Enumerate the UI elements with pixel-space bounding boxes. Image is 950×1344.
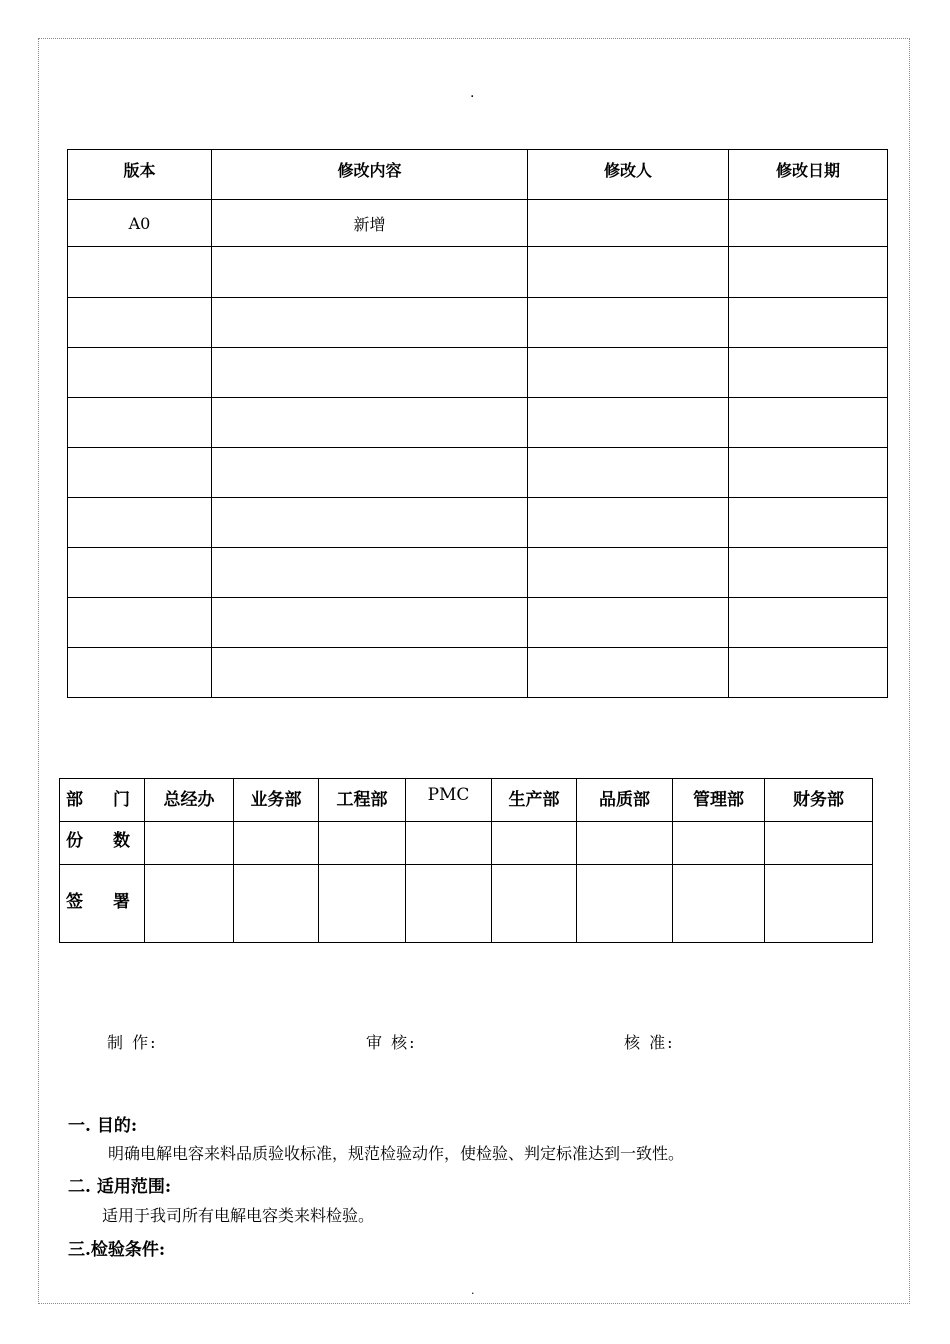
revision-cell: [528, 648, 729, 698]
signature-cell: [577, 865, 673, 943]
revision-cell: [212, 598, 528, 648]
distribution-table: [59, 778, 873, 943]
revision-cell: [729, 247, 888, 298]
revision-cell: A0: [68, 200, 212, 247]
revision-cell: [729, 648, 888, 698]
dept-engineering: 工程部: [319, 779, 406, 822]
revision-cell: [528, 498, 729, 548]
revision-cell: [528, 548, 729, 598]
revision-cell: [212, 648, 528, 698]
copies-cell: [145, 822, 234, 865]
section-conditions-title: 三.检验条件:: [68, 1240, 166, 1260]
section-scope-title: 二. 适用范围:: [68, 1177, 172, 1197]
made-by-label: 制 作:: [107, 1033, 158, 1052]
section-purpose-title: 一. 目的:: [68, 1116, 138, 1136]
revision-cell: [68, 348, 212, 398]
signature-cell: [406, 865, 492, 943]
revision-cell: [729, 348, 888, 398]
copies-cell: [492, 822, 577, 865]
col-modify-date: 修改日期: [729, 150, 888, 200]
dept-general-office: 总经办: [145, 779, 234, 822]
signature-cell: [145, 865, 234, 943]
signature-cell: [234, 865, 319, 943]
signature-label: 签 署: [60, 865, 145, 943]
revision-table: [67, 149, 888, 698]
revision-cell: [729, 298, 888, 348]
revision-cell: [212, 548, 528, 598]
signature-cell: [765, 865, 873, 943]
revision-row: [68, 200, 888, 247]
copies-cell: [234, 822, 319, 865]
col-change-content: 修改内容: [212, 150, 528, 200]
section-scope-body: 适用于我司所有电解电容类来料检验。: [102, 1206, 375, 1225]
revision-cell: [528, 348, 729, 398]
revision-cell: [528, 298, 729, 348]
revision-cell: [68, 247, 212, 298]
revision-cell: [729, 598, 888, 648]
revision-row: [68, 348, 888, 398]
revision-cell: [68, 298, 212, 348]
revision-cell: [212, 498, 528, 548]
copies-cell: [319, 822, 406, 865]
revision-row: [68, 548, 888, 598]
revision-cell: [68, 498, 212, 548]
revision-header-row: [68, 150, 888, 200]
revision-row: [68, 648, 888, 698]
dept-production: 生产部: [492, 779, 577, 822]
dept-quality: 品质部: [577, 779, 673, 822]
revision-cell: [729, 398, 888, 448]
revision-cell: [68, 398, 212, 448]
revision-cell: [212, 448, 528, 498]
dept-finance: 财务部: [765, 779, 873, 822]
revision-cell: [68, 448, 212, 498]
revision-cell: [212, 398, 528, 448]
approved-by-label: 核 准:: [624, 1033, 675, 1052]
dept-business: 业务部: [234, 779, 319, 822]
revision-cell: [729, 498, 888, 548]
copies-cell: [765, 822, 873, 865]
revision-cell: [212, 247, 528, 298]
signature-cell: [319, 865, 406, 943]
footer-mark: .: [471, 1284, 475, 1297]
revision-cell: [528, 200, 729, 247]
dept-management: 管理部: [673, 779, 765, 822]
copies-cell: [577, 822, 673, 865]
reviewed-by-label: 审 核:: [366, 1033, 417, 1052]
copies-cell: [406, 822, 492, 865]
revision-cell: [729, 548, 888, 598]
revision-cell: [212, 298, 528, 348]
revision-cell: [68, 548, 212, 598]
revision-cell: [528, 398, 729, 448]
revision-row: [68, 448, 888, 498]
header-mark: .: [470, 85, 475, 101]
signature-cell: [492, 865, 577, 943]
revision-row: [68, 398, 888, 448]
revision-cell: 新增: [212, 200, 528, 247]
revision-cell: [729, 200, 888, 247]
signature-cell: [673, 865, 765, 943]
revision-cell: [68, 648, 212, 698]
department-row: [60, 779, 873, 822]
revision-cell: [212, 348, 528, 398]
col-version: 版本: [68, 150, 212, 200]
dept-pmc: PMC: [406, 779, 492, 822]
revision-row: [68, 298, 888, 348]
copies-row: [60, 822, 873, 865]
revision-cell: [528, 448, 729, 498]
copies-cell: [673, 822, 765, 865]
revision-row: [68, 498, 888, 548]
department-label: 部 门: [60, 779, 145, 822]
revision-cell: [528, 247, 729, 298]
copies-label: 份 数: [60, 822, 145, 865]
revision-cell: [68, 598, 212, 648]
col-modifier: 修改人: [528, 150, 729, 200]
revision-row: [68, 598, 888, 648]
section-purpose-body: 明确电解电容来料品质验收标准，规范检验动作，使检验、判定标准达到一致性。: [108, 1144, 685, 1163]
signature-row: [60, 865, 873, 943]
revision-cell: [528, 598, 729, 648]
revision-row: [68, 247, 888, 298]
revision-cell: [729, 448, 888, 498]
